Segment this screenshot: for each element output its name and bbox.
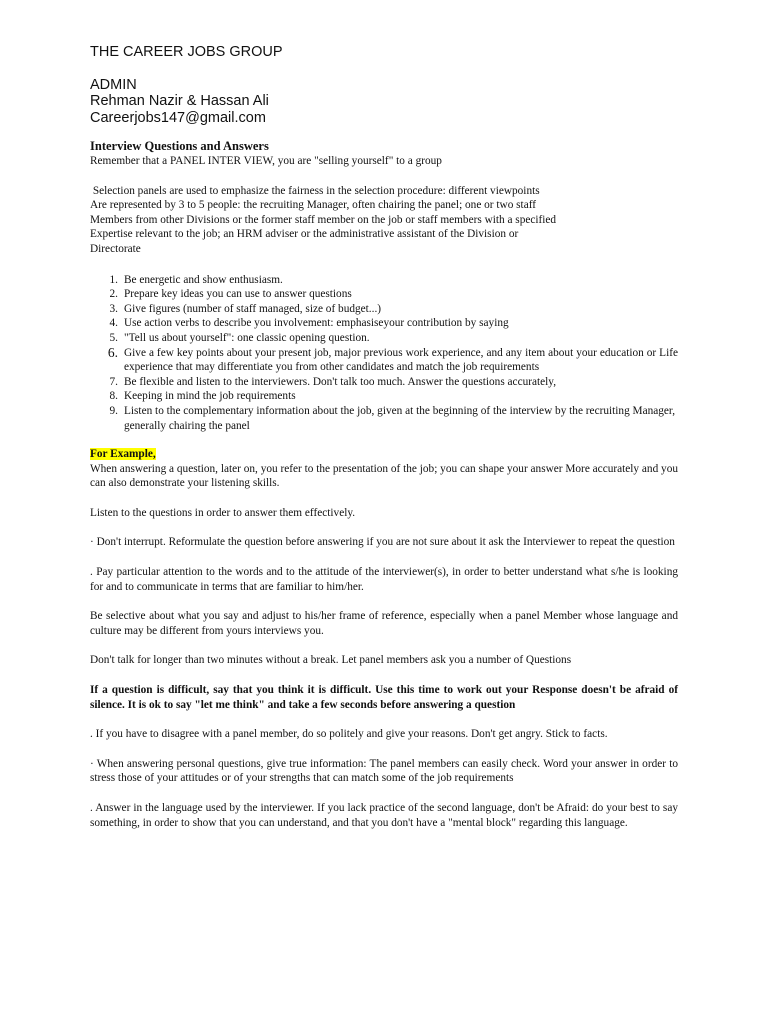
paragraph: Listen to the questions in order to answer them effectively.	[90, 506, 356, 519]
list-item	[90, 331, 678, 346]
paragraph: Don't talk for longer than two minutes without a break. Let panel members ask you a number of Questions	[90, 654, 572, 667]
list-number: 9.	[109, 404, 118, 417]
intro-line: Remember that a PANEL INTER VIEW, you are "selling yourself" to a group	[90, 155, 442, 167]
list-item	[90, 302, 678, 317]
bold-paragraph: If a question is difficult, say that you think it is difficult. Use this time to work out your Response doesn't be afraid of silence. It is ok to say "let me think" and take a few seconds before answering a question	[90, 684, 678, 711]
list-number: 1.	[109, 273, 118, 286]
list-text: Be flexible and listen to the interviewers. Don't talk too much. Answer the questions accurately,	[124, 375, 557, 388]
list-number: 3.	[109, 302, 118, 315]
list-text: Keeping in mind the job requirements	[124, 390, 296, 403]
paragraph: · When answering personal questions, give true information: The panel members can easily check. Word your answer in order to stress those of your attitudes or of your strengths that can match some of the job requirements	[90, 757, 678, 785]
list-number: 6.	[107, 344, 118, 360]
paragraph: When answering a question, later on, you refer to the presentation of the job; you can shape your answer More accurately and you can also demonstrate your listening skills.	[90, 462, 678, 490]
list-text: Be energetic and show enthusiasm.	[124, 273, 283, 286]
list-number: 7.	[109, 375, 118, 388]
panel-line: Expertise relevant to the job; an HRM adviser or the administrative assistant of the Division or	[90, 228, 519, 241]
paragraph: Be selective about what you say and adjust to his/her frame of reference, especially when a panel Member whose language and culture may be different from yours interviews you.	[90, 610, 678, 637]
panel-line: Selection panels are used to emphasize the fairness in the selection procedure: different viewpoints	[90, 184, 540, 197]
list-number: 4.	[109, 317, 118, 330]
paragraph: · Don't interrupt. Reformulate the question before answering if you are not sure about it ask the Interviewer to repeat the question	[90, 536, 675, 549]
list-item	[90, 316, 678, 331]
list-text: "Tell us about yourself": one classic opening question.	[124, 331, 370, 344]
panel-description	[90, 184, 678, 257]
list-item	[90, 273, 678, 288]
paragraph: . If you have to disagree with a panel member, do so politely and give your reasons. Don't get angry. Stick to facts.	[90, 728, 608, 741]
list-text: Give a few key points about your present job, major previous work experience, and any item about your education or Life experience that may differentiate you from other candidates and match the job requirements	[124, 346, 678, 374]
admin-names: Rehman Nazir & Hassan Ali	[90, 93, 269, 109]
list-item	[90, 404, 678, 433]
paragraph: . Pay particular attention to the words and to the attitude of the interviewer(s), in order to better understand what s/he is looking for and to communicate in terms that are familiar to him/her.	[90, 566, 678, 593]
list-number: 5.	[109, 331, 118, 344]
company-name: THE CAREER JOBS GROUP	[90, 44, 283, 60]
contact-email: Careerjobs147@gmail.com	[90, 109, 266, 126]
list-number: 8.	[109, 390, 118, 403]
list-text: Give figures (number of staff managed, size of budget...)	[124, 302, 382, 315]
list-text: Use action verbs to describe you involvement: emphasiseyour contribution by saying	[124, 317, 509, 330]
panel-line: Directorate	[90, 242, 141, 255]
list-item	[90, 389, 678, 404]
panel-line: Are represented by 3 to 5 people: the recruiting Manager, often chairing the panel; one or two staff	[90, 199, 537, 212]
list-number: 2.	[109, 288, 118, 301]
list-item	[90, 287, 678, 302]
tips-list	[90, 273, 678, 434]
admin-label: ADMIN	[90, 76, 137, 93]
list-text: Prepare key ideas you can use to answer questions	[124, 288, 352, 301]
document-page	[90, 44, 678, 830]
list-text: Listen to the complementary information about the job, given at the beginning of the interview by the recruiting Manager, generally chairing the panel	[124, 404, 676, 432]
panel-line: Members from other Divisions or the former staff member on the job or staff members with a specified	[90, 213, 557, 226]
paragraph: . Answer in the language used by the interviewer. If you lack practice of the second language, don't be Afraid: do your best to say something, in order to show that you can understand, and that you don't have a "mental block" regarding this language.	[90, 802, 678, 829]
list-item	[90, 375, 678, 390]
example-label: For Example,	[90, 448, 156, 461]
list-item	[90, 346, 678, 375]
doc-title: Interview Questions and Answers	[90, 139, 269, 153]
